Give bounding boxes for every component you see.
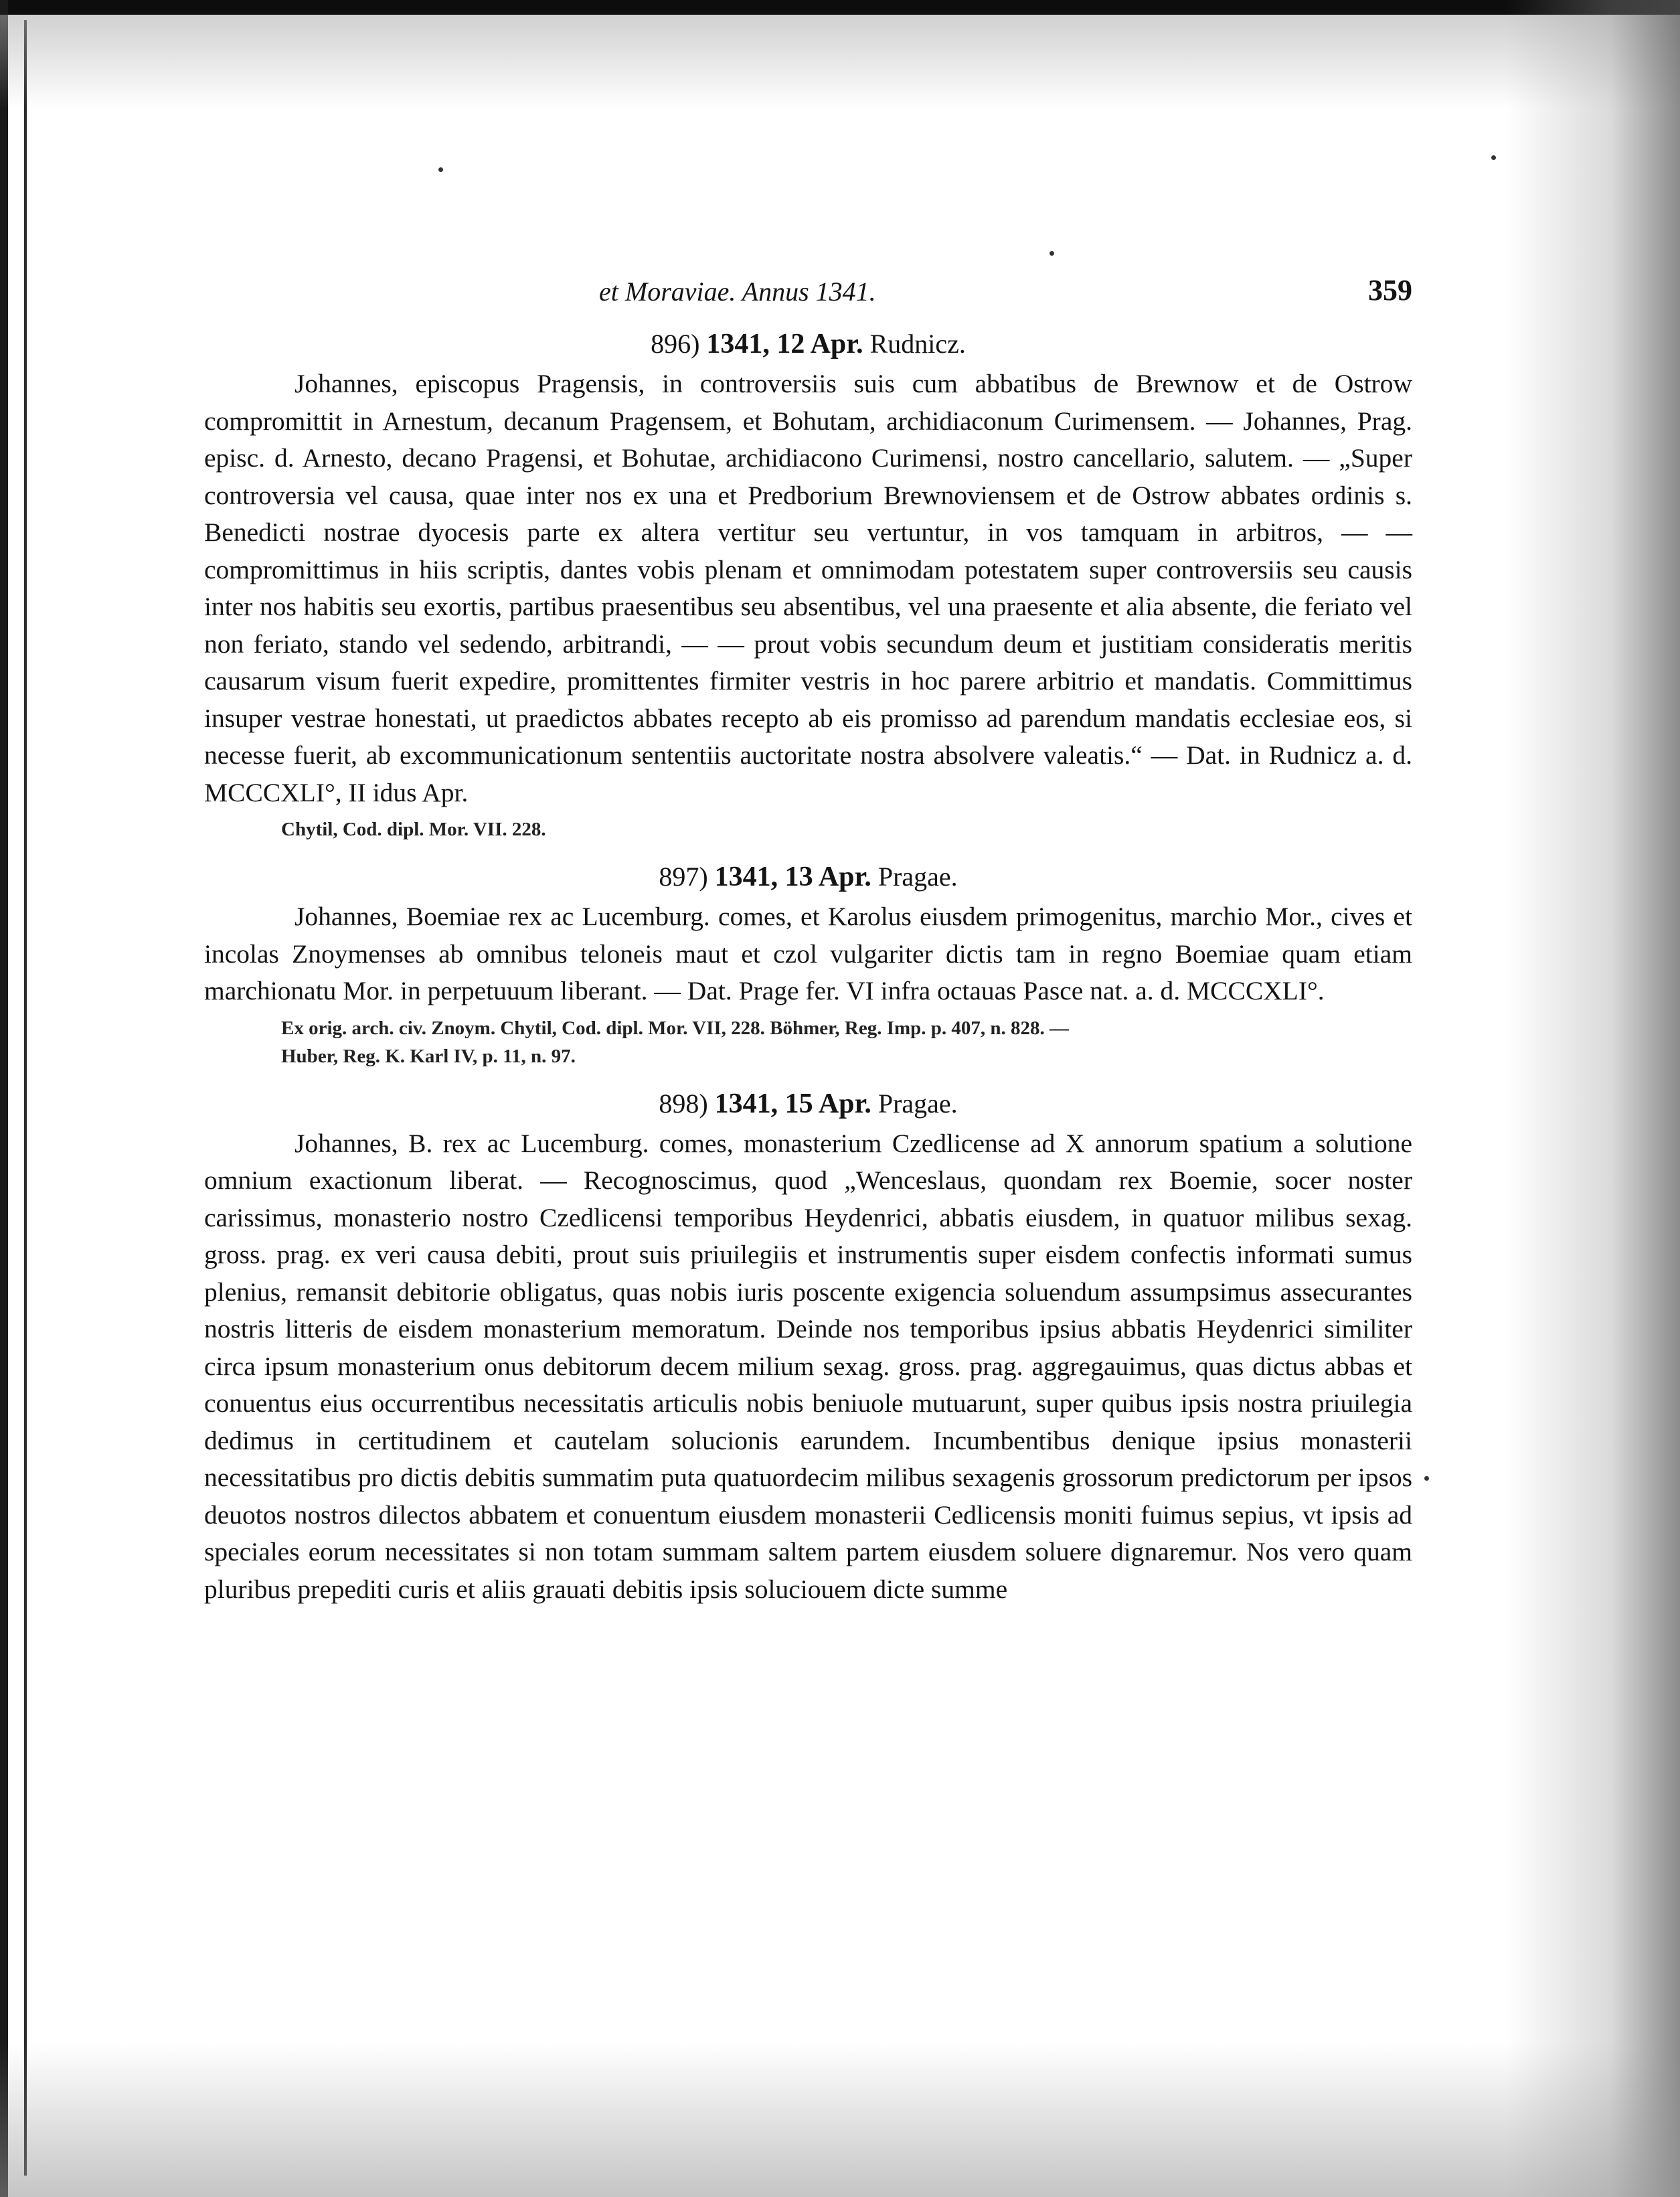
entry-source-line: Huber, Reg. K. Karl IV, p. 11, n. 97.	[281, 1045, 576, 1067]
running-head	[204, 268, 1412, 321]
scan-shadow-bottom	[0, 2043, 1680, 2197]
entry-place: Pragae.	[877, 862, 958, 892]
entry-898	[204, 1088, 1412, 1609]
running-head-title: et Moraviae. Annus 1341.	[599, 276, 876, 307]
entry-897	[204, 861, 1412, 1070]
entry-date: 1341, 12 Apr.	[706, 329, 863, 359]
entry-source: Chytil, Cod. dipl. Mor. VII. 228.	[281, 819, 546, 840]
entry-place: Rudnicz.	[869, 329, 966, 359]
scan-speck	[1049, 251, 1054, 256]
scan-speck	[1491, 155, 1496, 160]
entry-date: 1341, 13 Apr.	[714, 862, 871, 892]
scan-speck	[438, 167, 443, 172]
page-edge-line	[24, 20, 27, 2176]
scan-shadow-top	[0, 15, 1680, 108]
scan-border-top	[0, 0, 1680, 15]
entry-text: Johannes, Boemiae rex ac Lucemburg. comes, et Karolus eiusdem primogenitus, marchio Mor., cives et incolas Znoymenses ab omnibus teloneis maut et czol vulgariter dictis tam in regno Boemiae quam etiam marchionatu Mor. in perpetuuum liberant. — Dat. Prage fer. VI infra octauas Pasce nat. a. d. MCCCXLI°.	[204, 902, 1412, 1005]
entry-source	[281, 1014, 1412, 1070]
entry-896	[204, 328, 1412, 843]
entry-number: 896)	[651, 329, 700, 359]
entry-source-line: Ex orig. arch. civ. Znoym. Chytil, Cod. dipl. Mor. VII, 228. Böhmer, Reg. Imp. p. 407, n. 828. —	[281, 1017, 1070, 1039]
entry-heading	[204, 328, 1412, 360]
entry-number: 897)	[659, 862, 708, 892]
scan-speck	[1424, 1476, 1429, 1481]
scan-shadow-right	[1506, 0, 1680, 2197]
entry-place: Pragae.	[877, 1088, 958, 1119]
document-page	[204, 268, 1412, 1608]
page-number: 359	[1368, 274, 1412, 307]
entry-date: 1341, 15 Apr.	[714, 1088, 871, 1119]
entry-heading	[204, 861, 1412, 893]
scan-border-left	[0, 0, 8, 2197]
entry-text: Johannes, episcopus Pragensis, in controversiis suis cum abbatibus de Brewnow et de Ostrow compromittit in Arnestum, decanum Pragensem, et Bohutam, archidiaconum Curimensem. — Johannes, Prag. episc. d. Arnesto, decano Pragensi, et Bohutae, archidiacono Curimensi, nostro cancellario, salutem. — „Super controversia vel causa, quae inter nos ex una et Predborium Brewnoviensem et de Ostrow abbates ordinis s. Benedicti nostrae dyocesis parte ex altera vertitur seu vertuntur, in vos tamquam in arbitros, — — compromittimus in hiis scriptis, dantes vobis plenam et omnimodam potestatem super controversiis seu causis inter nos habitis seu exortis, partibus praesentibus seu absentibus, vel una praesente et alia absente, die feriato vel non feriato, stando vel sedendo, arbitrandi, — — prout vobis secundum deum et justitiam consideratis meritis causarum visum fuerit expedire, promittentes firmiter vestris in hoc parere arbitrio et mandatis. Committimus insuper vestrae honestati, ut praedictos abbates recepto ab eis promisso ad parendum mandatis ecclesiae eos, si necesse fuerit, ab excommunicationum sententiis auctoritate nostra absolvere valeatis.“ — Dat. in Rudnicz a. d. MCCCXLI°, II idus Apr.	[204, 369, 1412, 807]
entry-heading	[204, 1088, 1412, 1120]
entry-text: Johannes, B. rex ac Lucemburg. comes, monasterium Czedlicense ad X annorum spatium a solutione omnium exactionum liberat. — Recognoscimus, quod „Wenceslaus, quondam rex Boemie, socer noster carissimus, monasterio nostro Czedlicensi temporibus Heydenrici, abbatis eiusdem, in quatuor milibus sexag. gross. prag. ex veri causa debiti, prout suis priuilegiis et instrumentis super eisdem confectis informati sumus plenius, remansit debitorie obligatus, quas nobis iuris poscente exigencia soluendum assumpsimus assecurantes nostris litteris de eisdem monasterium memoratum. Deinde nos temporibus ipsius abbatis Heydenrici similiter circa ipsum monasterium onus debitorum decem milium sexag. gross. prag. aggregauimus, quas dictus abbas et conuentus eius occurrentibus necessitatis articulis nobis beniuole mutuarunt, super quibus ipsis nostra priuilegia dedimus in certitudinem et cautelam solucionis earundem. Incumbentibus denique ipsius monasterii necessitatibus pro dictis debitis summatim puta quatuordecim milibus sexagenis grossorum predictorum per ipsos deuotos nostros dilectos abbatem et conuentum eiusdem monasterii Cedlicensis moniti fuimus sepius, vt ipsis ad speciales eorum necessitates si non totam summam saltem partem eiusdem soluere dignaremur. Nos vero quam pluribus prepediti curis et aliis grauati debitis ipsis soluciouem dicte summe	[204, 1128, 1412, 1604]
entry-number: 898)	[659, 1088, 708, 1119]
